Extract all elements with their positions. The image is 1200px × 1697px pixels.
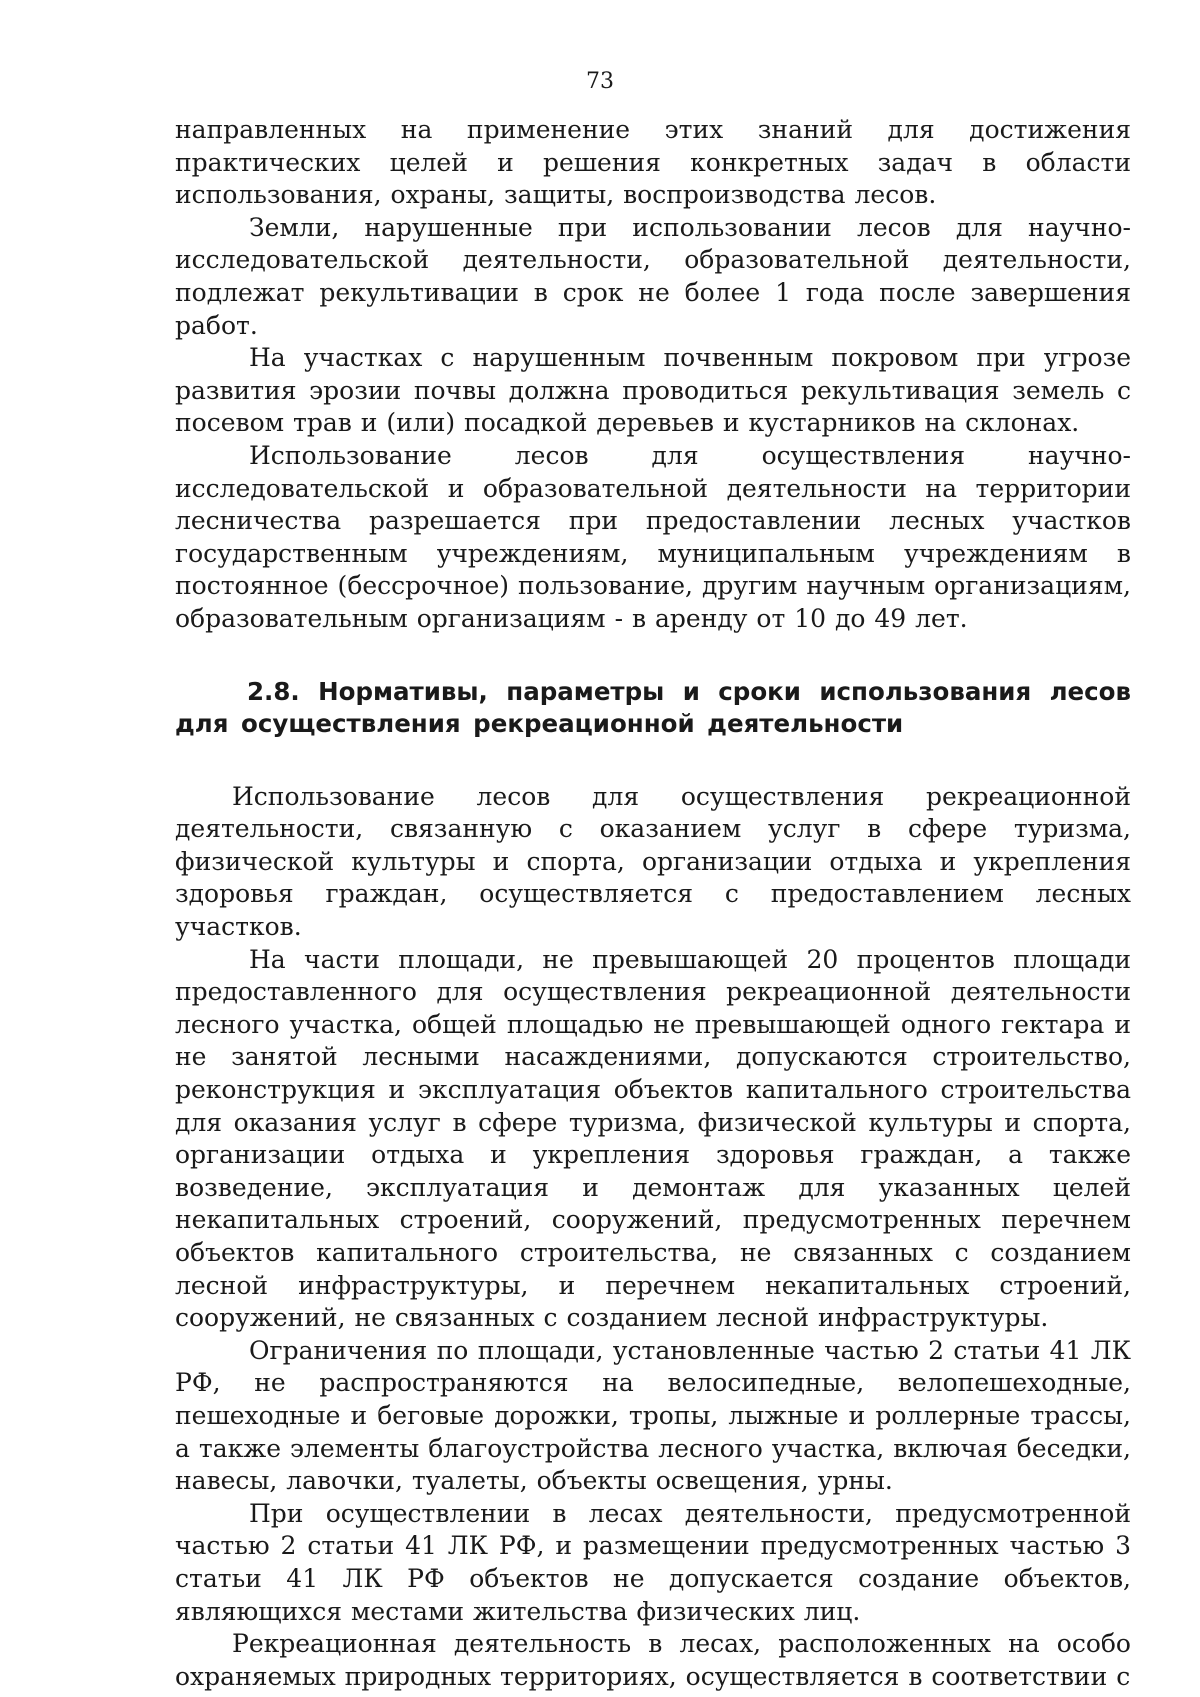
paragraph-recreation-use: Использование лесов для осуществления рекреационной деятельности, связанную с оказанием услуг в сфере туризма, физической культуры и спорта, организации отдыха и укрепления здоровья граждан, осуществляется с предоставлением лесных участков.	[175, 781, 1131, 942]
paragraph-residence-prohibition: При осуществлении в лесах деятельности, предусмотренной частью 2 статьи 41 ЛК РФ, и размещении предусмотренных частью 3 статьи 41 ЛК РФ объектов не допускается создание объектов, являющихся местами жительства физических лиц.	[175, 1498, 1131, 1626]
page-number: 73	[586, 69, 614, 94]
paragraph-area-restrictions: Ограничения по площади, установленные частью 2 статьи 41 ЛК РФ, не распространяются на велосипедные, велопешеходные, пешеходные и беговые дорожки, тропы, лыжные и роллерные трассы, а также элементы благоустройства лесного участка, включая беседки, навесы, лавочки, туалеты, объекты освещения, урны.	[175, 1335, 1131, 1496]
section-heading: 2.8. Нормативы, параметры и сроки использования лесов для осуществления рекреационной деятельности	[175, 676, 1131, 739]
paragraph-construction-limits: На части площади, не превышающей 20 процентов площади предоставленного для осуществления рекреационной деятельности лесного участка, общей площадью не превышающей одного гектара и не занятой лесными насаждениями, допускаются строительство, реконструкция и эксплуатация объектов капитального строительства для оказания услуг в сфере туризма, физической культуры и спорта, организации отдыха и укрепления здоровья граждан, а также возведение, эксплуатация и демонтаж для указанных целей некапитальных строений, сооружений, предусмотренных перечнем объектов капитального строительства, не связанных с созданием лесной инфраструктуры, и перечнем некапитальных строений, сооружений, не связанных с созданием лесной инфраструктуры.	[175, 944, 1131, 1333]
paragraph-protected-areas: Рекреационная деятельность в лесах, расположенных на особо охраняемых природных территориях, осуществляется в соответствии с	[175, 1629, 1131, 1691]
paragraph-research-use: Использование лесов для осуществления научно-исследовательской и образовательной деятельности на территории лесничества разрешается при предоставлении лесных участков государственным учреждениям, муниципальным учреждениям в постоянное (бессрочное) пользование, другим научным организациям, образовательным организациям - в аренду от 10 до 49 лет.	[175, 440, 1131, 633]
paragraph-land-reclamation: Земли, нарушенные при использовании лесов для научно-исследовательской деятельности, образовательной деятельности, подлежат рекультивации в срок не более 1 года после завершения работ.	[175, 212, 1131, 340]
paragraph-erosion: На участках с нарушенным почвенным покровом при угрозе развития эрозии почвы должна проводиться рекультивация земель с посевом трав и (или) посадкой деревьев и кустарников на склонах.	[175, 343, 1131, 438]
document-body	[175, 114, 1131, 1693]
paragraph-continuation: направленных на применение этих знаний для достижения практических целей и решения конкретных задач в области использования, охраны, защиты, воспроизводства лесов.	[175, 115, 1131, 210]
